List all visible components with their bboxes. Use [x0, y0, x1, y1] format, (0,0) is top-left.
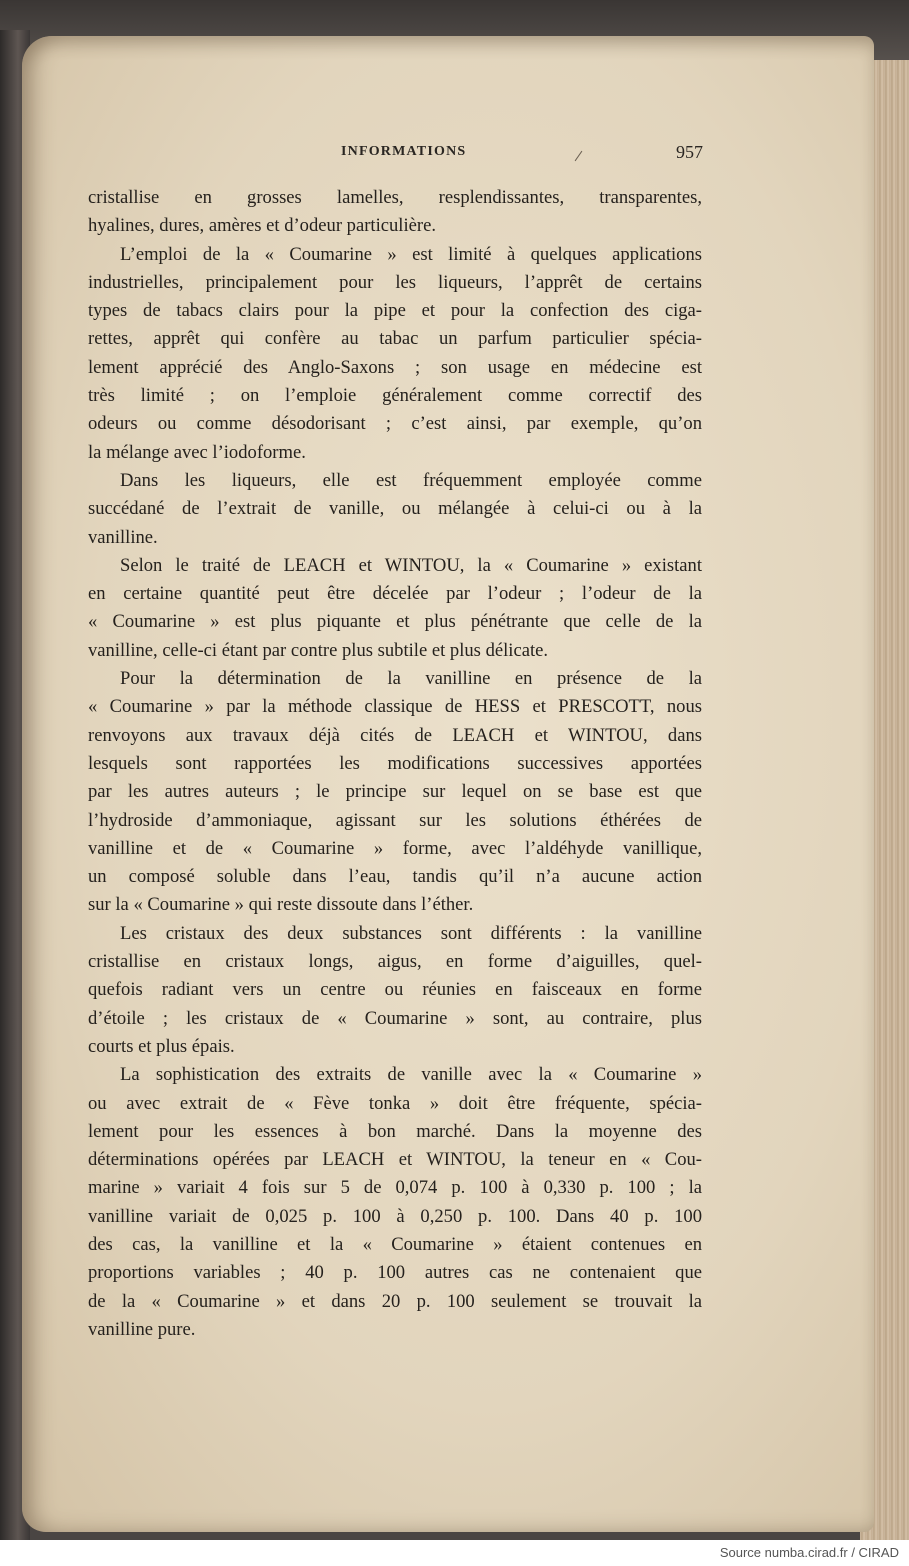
text-line: l’hydroside d’ammoniaque, agissant sur les solutions éthérées de [88, 809, 702, 831]
text-line: types de tabacs clairs pour la pipe et pour la confection des ciga- [88, 300, 702, 322]
text-line: Pour la détermination de la vanilline en présence de la [120, 668, 702, 690]
text-line: des cas, la vanilline et la « Coumarine » étaient contenues en [88, 1233, 702, 1255]
text-line: proportions variables ; 40 p. 100 autres cas ne contenaient que [88, 1262, 702, 1284]
text-line: déterminations opérées par LEACH et WINTOU, la teneur en « Cou- [88, 1149, 702, 1171]
text-line: Dans les liqueurs, elle est fréquemment employée comme [120, 469, 702, 491]
text-line: industrielles, principalement pour les liqueurs, l’apprêt de certains [88, 271, 702, 293]
text-line: vanilline variait de 0,025 p. 100 à 0,250 p. 100. Dans 40 p. 100 [88, 1205, 702, 1227]
text-line: très limité ; on l’emploie généralement comme correctif des [88, 385, 702, 407]
text-line: la mélange avec l’iodoforme. [88, 441, 306, 463]
text-line: vanilline et de « Coumarine » forme, avec l’aldéhyde vanillique, [88, 837, 702, 859]
source-credit: Source numba.cirad.fr / CIRAD [719, 1545, 899, 1560]
text-line: « Coumarine » est plus piquante et plus pénétrante que celle de la [88, 611, 702, 633]
text-line: vanilline. [88, 526, 158, 548]
running-title: INFORMATIONS [341, 144, 467, 159]
text-line: quefois radiant vers un centre ou réunies en faisceaux en forme [88, 979, 702, 1001]
text-line: Selon le traité de LEACH et WINTOU, la « Coumarine » existant [120, 554, 702, 576]
text-line: renvoyons aux travaux déjà cités de LEACH et WINTOU, dans [88, 724, 702, 746]
text-line: lement apprécié des Anglo-Saxons ; son usage en médecine est [88, 356, 702, 378]
text-line: d’étoile ; les cristaux de « Coumarine » sont, au contraire, plus [88, 1007, 702, 1029]
body-text [88, 184, 702, 1344]
text-line: L’emploi de la « Coumarine » est limité à quelques applications [120, 243, 702, 265]
text-line: rettes, apprêt qui confère au tabac un parfum particulier spécia- [88, 328, 702, 350]
text-line: de la « Coumarine » et dans 20 p. 100 seulement se trouvait la [88, 1290, 702, 1312]
text-line: lesquels sont rapportées les modifications successives apportées [88, 752, 702, 774]
text-line: lement pour les essences à bon marché. Dans la moyenne des [88, 1120, 702, 1142]
text-line: Les cristaux des deux substances sont différents : la vanilline [120, 922, 702, 944]
text-line: sur la « Coumarine » qui reste dissoute dans l’éther. [88, 894, 474, 916]
text-line: par les autres auteurs ; le principe sur lequel on se base est que [88, 781, 702, 803]
text-line: hyalines, dures, amères et d’odeur particulière. [88, 215, 436, 237]
text-line: cristallise en cristaux longs, aigus, en forme d’aiguilles, quel- [88, 951, 702, 973]
text-line: vanilline, celle-ci étant par contre plus subtile et plus délicate. [88, 639, 549, 661]
text-line: en certaine quantité peut être décelée par l’odeur ; l’odeur de la [88, 583, 702, 605]
text-line: ou avec extrait de « Fève tonka » doit être fréquente, spécia- [88, 1092, 702, 1114]
text-line: vanilline pure. [88, 1318, 196, 1340]
text-line: un composé soluble dans l’eau, tandis qu’il n’a aucune action [88, 866, 702, 888]
text-line: odeurs ou comme désodorisant ; c’est ainsi, par exemple, qu’on [88, 413, 702, 435]
page-number: 957 [676, 142, 703, 162]
text-line: succédané de l’extrait de vanille, ou mélangée à celui-ci ou à la [88, 498, 702, 520]
text-line: La sophistication des extraits de vanille avec la « Coumarine » [120, 1064, 702, 1086]
text-line: marine » variait 4 fois sur 5 de 0,074 p. 100 à 0,330 p. 100 ; la [88, 1177, 702, 1199]
text-line: courts et plus épais. [88, 1035, 235, 1057]
text-line: cristallise en grosses lamelles, resplendissantes, transparentes, [88, 187, 702, 208]
text-line: « Coumarine » par la méthode classique de HESS et PRESCOTT, nous [88, 696, 702, 718]
